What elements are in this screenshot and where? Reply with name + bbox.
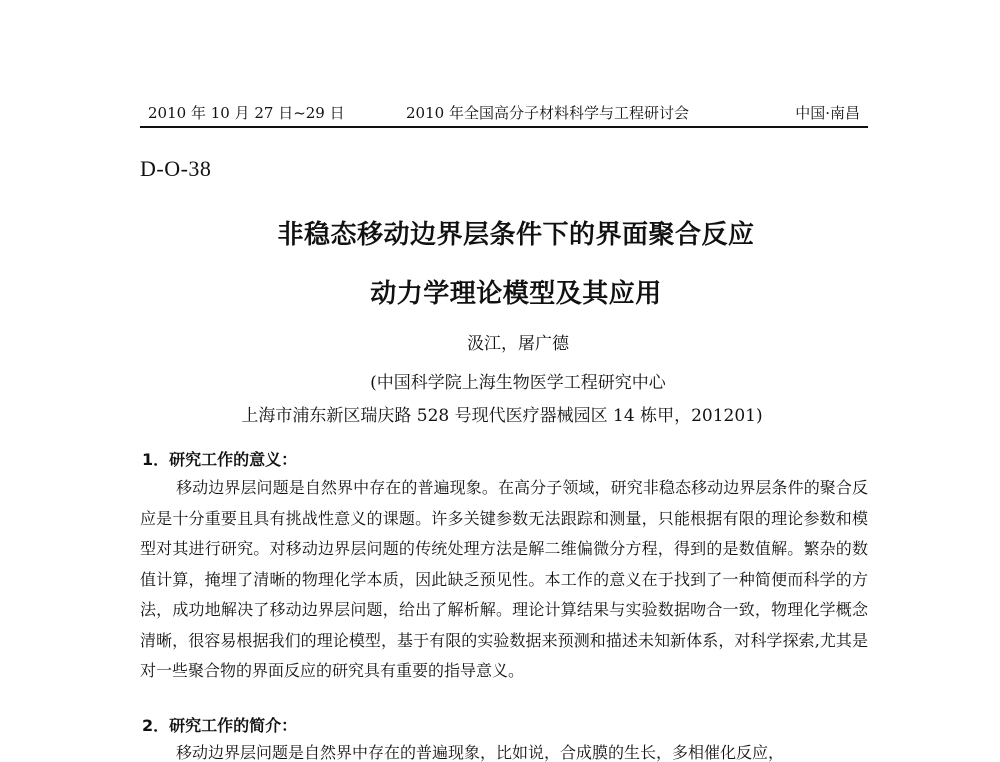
affiliation-line-1: (中国科学院上海生物医学工程研究中心 <box>370 373 666 393</box>
section-2-body <box>140 738 868 762</box>
section-1-paragraph: 移动边界层问题是自然界中存在的普遍现象。在高分子领域，研究非稳态移动边界层条件的聚合反应是十分重要且具有挑战性意义的课题。许多关键参数无法跟踪和测量，只能根据有限的理论参数和模型对其进行研究。对移动边界层问题的传统处理方法是解二维偏微分方程，得到的是数值解。繁杂的数值计算，掩埋了清晰的物理化学本质，因此缺乏预见性。本工作的意义在于找到了一种简便而科学的方法，成功地解决了移动边界层问题，给出了解析解。理论计算结果与实验数据吻合一致，物理化学概念清晰，很容易根据我们的理论模型，基于有限的实验数据来预测和描述未知新体系，对科学探索,尤其是对一些聚合物的界面反应的研究具有重要的指导意义。 <box>140 478 868 680</box>
header-date: 2010 年 10 月 27 日~29 日 <box>148 104 345 122</box>
running-header <box>140 100 868 128</box>
section-1-body <box>140 473 868 709</box>
header-conference: 2010 年全国高分子材料科学与工程研讨会 <box>406 104 689 122</box>
paper-code: D-O-38 <box>140 156 212 181</box>
paper-authors: 汲江，屠广德 <box>467 334 569 354</box>
header-location: 中国·南昌 <box>795 104 860 122</box>
paper-title-line-2: 动力学理论模型及其应用 <box>370 279 662 309</box>
section-2-paragraph: 移动边界层问题是自然界中存在的普遍现象，比如说，合成膜的生长，多相催化反应， <box>176 743 785 762</box>
paper-title-line-1: 非稳态移动边界层条件下的界面聚合反应 <box>277 220 755 250</box>
affiliation-line-2: 上海市浦东新区瑞庆路 528 号现代医疗器械园区 14 栋甲，201201) <box>241 406 763 426</box>
section-1-heading: 1．研究工作的意义： <box>142 450 298 469</box>
section-2-heading: 2．研究工作的简介： <box>142 716 298 735</box>
